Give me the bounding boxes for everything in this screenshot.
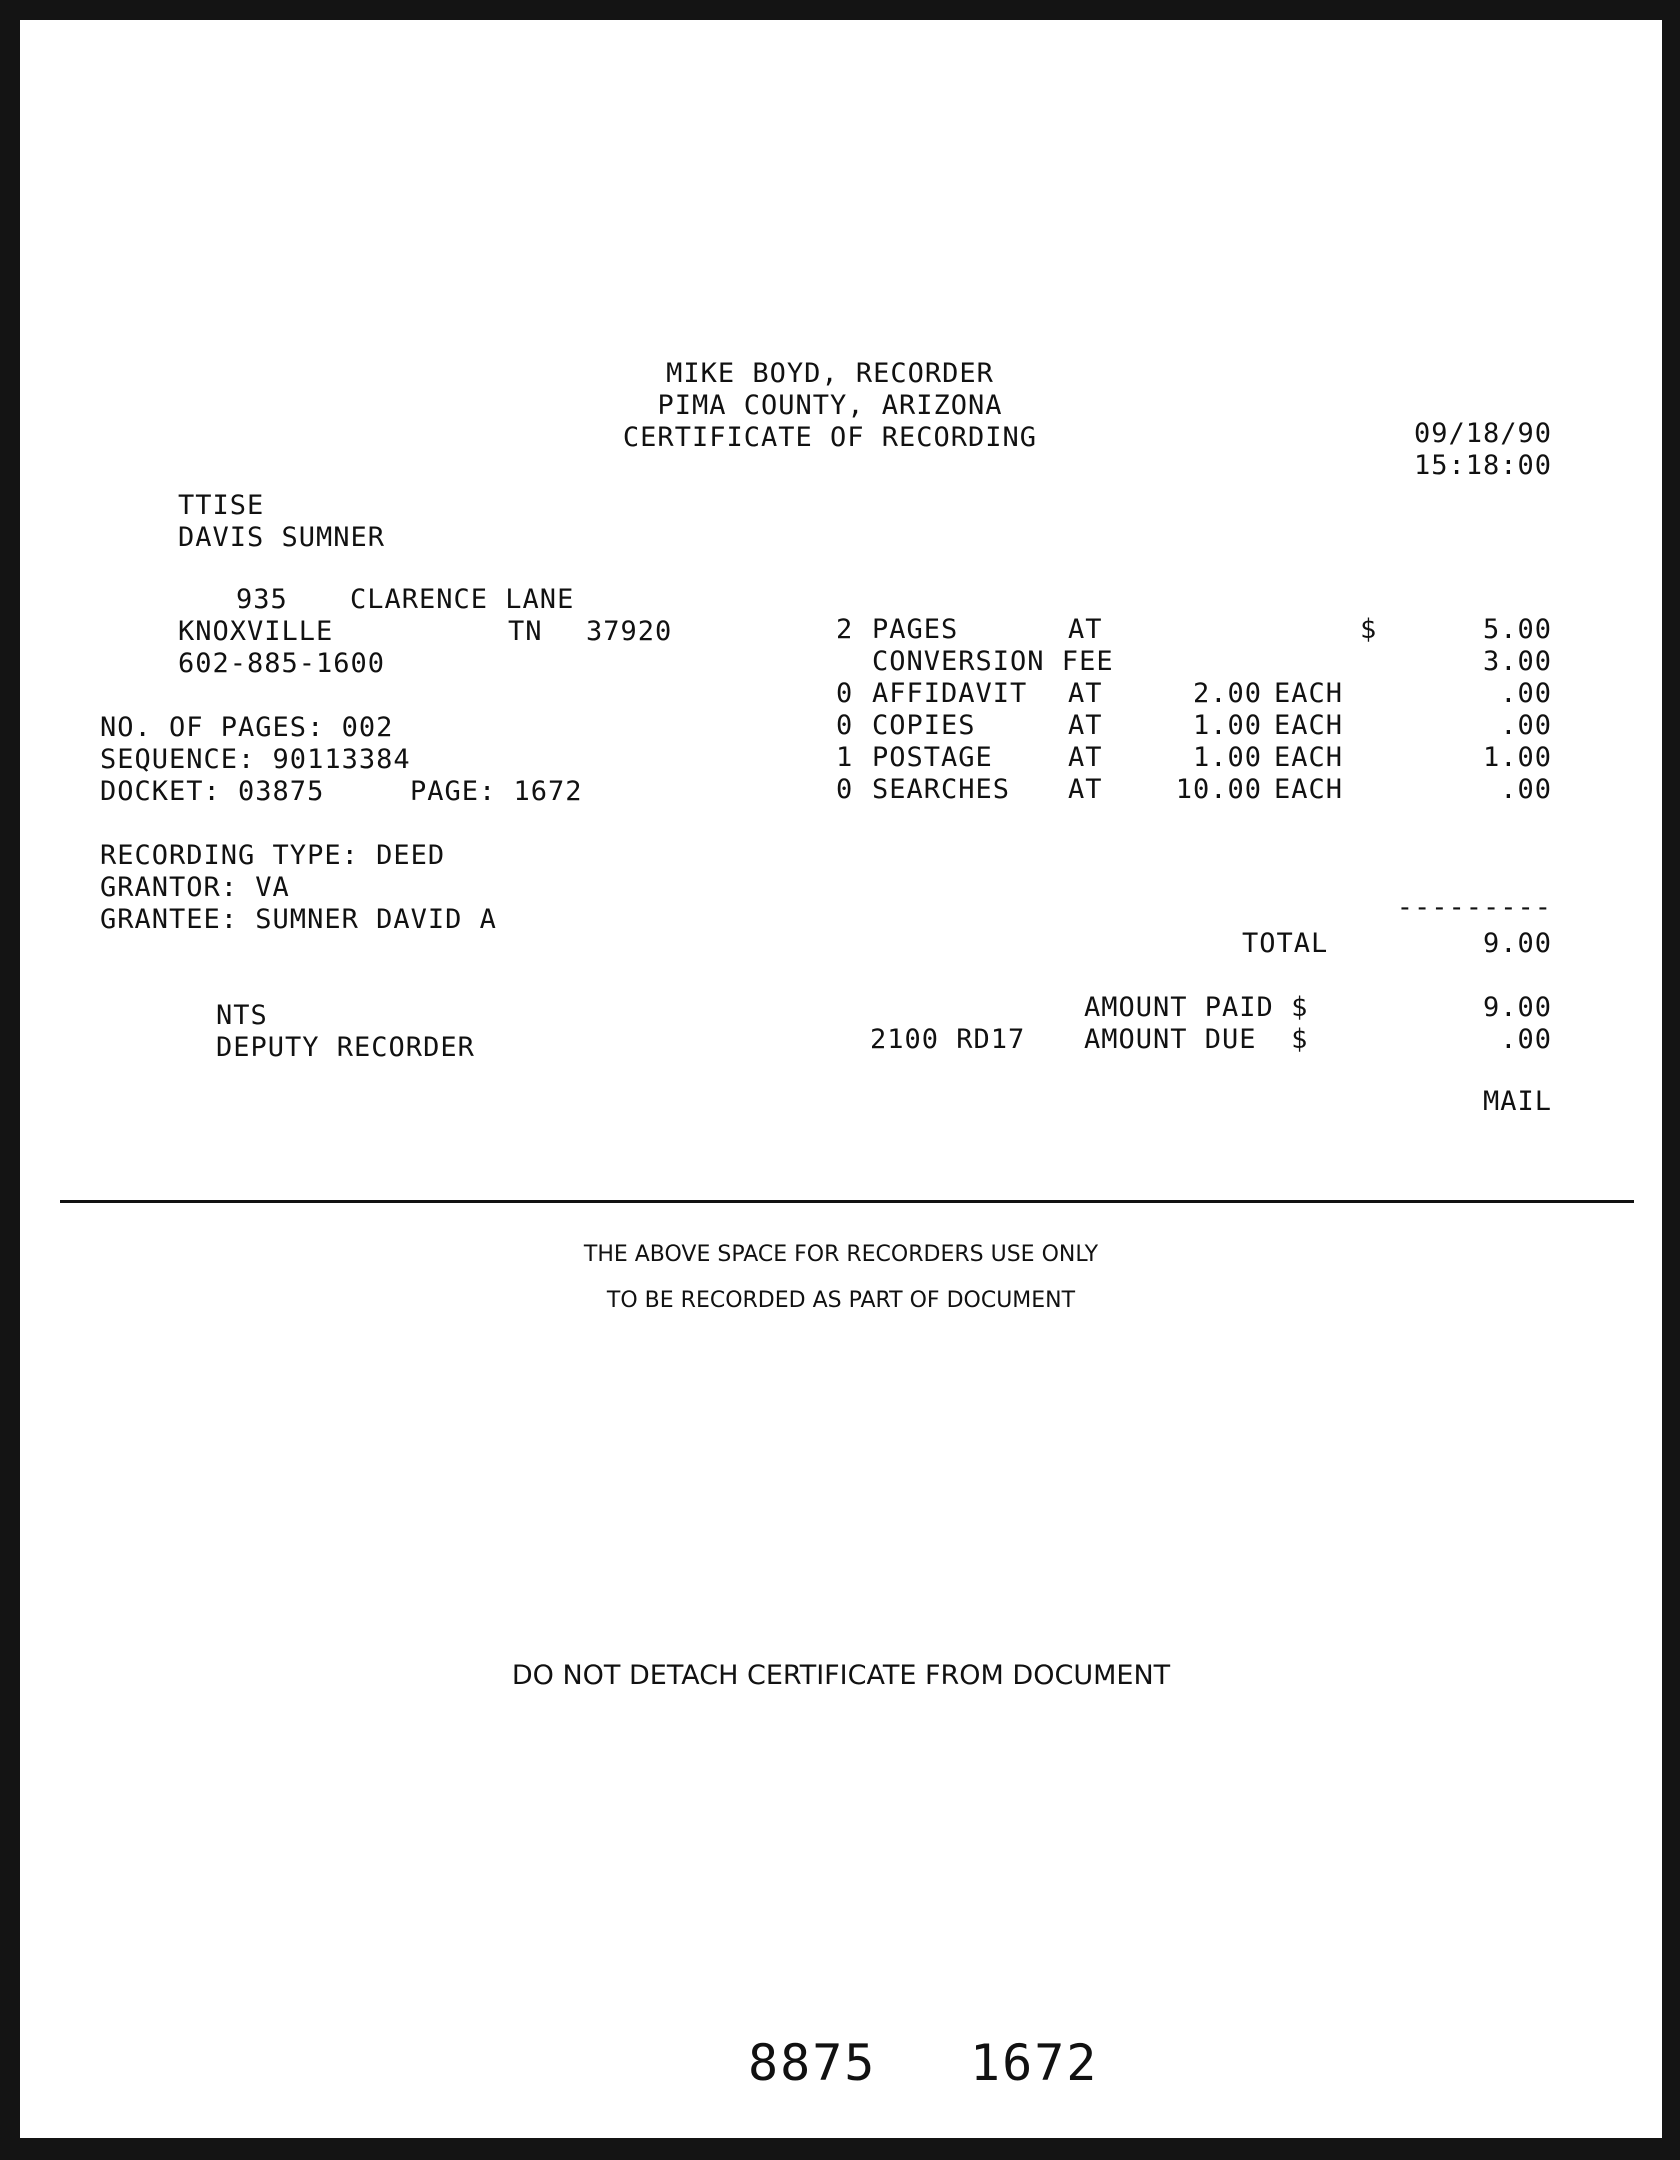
stamp-docket-number: 8875 xyxy=(748,2034,877,2092)
fee-each: EACH xyxy=(1274,678,1344,709)
fee-each: EACH xyxy=(1274,710,1344,741)
recording-time: 15:18:00 xyxy=(1413,450,1552,481)
fee-qty: 2 xyxy=(836,614,854,645)
grantee: GRANTEE: SUMNER DAVID A xyxy=(100,904,497,935)
amount-due-value: .00 xyxy=(1500,1024,1552,1055)
street-number: 935 xyxy=(236,584,288,615)
fee-item: POSTAGE xyxy=(872,742,993,773)
addressee-line2: DAVIS SUMNER xyxy=(178,522,386,553)
deputy-initials: NTS xyxy=(216,1000,268,1031)
fee-rate: 1.00 xyxy=(1192,742,1262,773)
amount-paid-label: AMOUNT PAID $ xyxy=(1084,992,1309,1023)
city: KNOXVILLE xyxy=(178,616,334,647)
recording-date: 09/18/90 xyxy=(1413,418,1552,449)
fee-currency: $ xyxy=(1360,614,1378,645)
fee-amount: .00 xyxy=(1500,678,1552,709)
document-page xyxy=(20,20,1662,2138)
fee-rate: 1.00 xyxy=(1192,710,1262,741)
fee-amount: 3.00 xyxy=(1482,646,1552,677)
addressee-line1: TTISE xyxy=(178,490,265,521)
state: TN xyxy=(508,616,543,647)
zip-code: 37920 xyxy=(586,616,673,647)
county-name: PIMA COUNTY, ARIZONA xyxy=(657,390,1003,421)
delivery-method: MAIL xyxy=(1482,1086,1552,1117)
docket-number: DOCKET: 03875 xyxy=(100,776,325,807)
fee-amount: 1.00 xyxy=(1482,742,1552,773)
fee-amount: .00 xyxy=(1500,774,1552,805)
recording-type: RECORDING TYPE: DEED xyxy=(100,840,446,871)
amount-paid-value: 9.00 xyxy=(1482,992,1552,1023)
fee-item: COPIES xyxy=(872,710,976,741)
total-value: 9.00 xyxy=(1482,928,1552,959)
fee-at: AT xyxy=(1068,678,1103,709)
station-code: 2100 RD17 xyxy=(870,1024,1026,1055)
fee-qty: 0 xyxy=(836,710,854,741)
total-label: TOTAL xyxy=(1242,928,1329,959)
fee-at: AT xyxy=(1068,614,1103,645)
fee-amount: 5.00 xyxy=(1482,614,1552,645)
fee-rate: 10.00 xyxy=(1175,774,1262,805)
do-not-detach-notice: DO NOT DETACH CERTIFICATE FROM DOCUMENT xyxy=(511,1660,1171,1691)
fee-amount: .00 xyxy=(1500,710,1552,741)
fee-qty: 0 xyxy=(836,774,854,805)
recorders-use-notice: THE ABOVE SPACE FOR RECORDERS USE ONLY xyxy=(583,1242,1099,1267)
street-name: CLARENCE LANE xyxy=(350,584,575,615)
fee-at: AT xyxy=(1068,710,1103,741)
fee-item: SEARCHES xyxy=(872,774,1011,805)
fee-qty: 1 xyxy=(836,742,854,773)
recorded-as-part-notice: TO BE RECORDED AS PART OF DOCUMENT xyxy=(606,1288,1076,1313)
fee-each: EACH xyxy=(1274,742,1344,773)
fee-rate: 2.00 xyxy=(1192,678,1262,709)
certificate-title: CERTIFICATE OF RECORDING xyxy=(622,422,1038,453)
fee-qty: 0 xyxy=(836,678,854,709)
amount-due-label: AMOUNT DUE $ xyxy=(1084,1024,1309,1055)
fee-item: AFFIDAVIT xyxy=(872,678,1028,709)
sequence-number: SEQUENCE: 90113384 xyxy=(100,744,411,775)
fee-at: AT xyxy=(1068,774,1103,805)
fee-item: CONVERSION FEE xyxy=(872,646,1114,677)
recorder-name: MIKE BOYD, RECORDER xyxy=(666,358,994,389)
section-divider xyxy=(60,1200,1634,1203)
grantor: GRANTOR: VA xyxy=(100,872,290,903)
page-number: PAGE: 1672 xyxy=(410,776,583,807)
stamp-page-number: 1672 xyxy=(970,2034,1099,2092)
fee-at: AT xyxy=(1068,742,1103,773)
deputy-title: DEPUTY RECORDER xyxy=(216,1032,475,1063)
phone-number: 602-885-1600 xyxy=(178,648,386,679)
number-of-pages: NO. OF PAGES: 002 xyxy=(100,712,394,743)
total-separator: --------- xyxy=(1396,892,1552,923)
fee-each: EACH xyxy=(1274,774,1344,805)
fee-item: PAGES xyxy=(872,614,959,645)
